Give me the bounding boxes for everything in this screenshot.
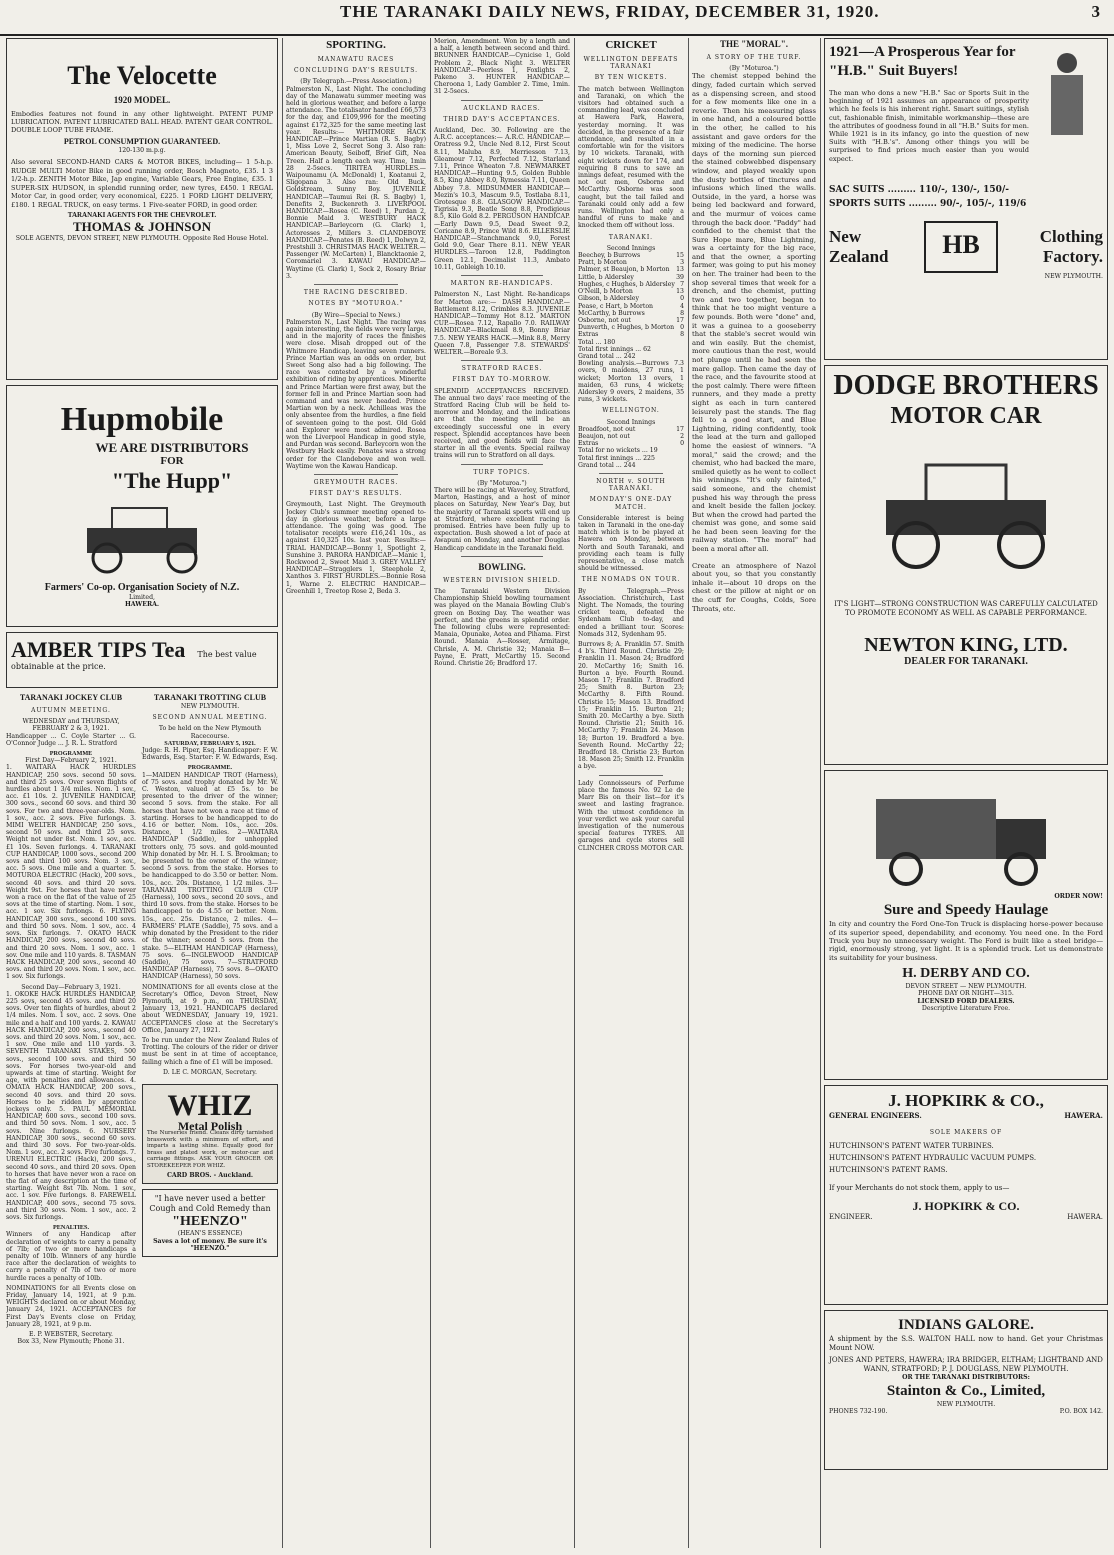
whiz-blurb: The Nurseries friend. Cleans dirty tarnished brasswork with a minimum of effort, and imparts a lasting shine. Equally good for brass and plated work, or motor-car and carriage fittings. ASK YOUR GROCER OR STOREKEEPER FOR WHIZ. bbox=[147, 1130, 273, 1169]
trotting-nominations: NOMINATIONS for all events close at the Secretary's Office, Devon Street, New Plymouth, at 9 p.m., on THURSDAY, January 13, 1921. HANDICAPS declared about WEDNESDAY, January 19, 1921. ACCEPTANCES close at the Secretary's Office, January 27, 1921. bbox=[142, 983, 278, 1034]
column-rule bbox=[574, 38, 575, 1548]
trotting-officials: Judge: R. H. Piper, Esq. Handicapper: F. W. Edwards, Esq. Starter: F. W. Edwards, Esq. bbox=[142, 747, 278, 762]
trotting-held: To be held on the New Plymouth Racecourse. bbox=[158, 725, 262, 740]
batsman-runs: 13 bbox=[676, 288, 684, 296]
hb-sports-suits: SPORTS SUITS ......... 90/-, 105/-, 119/6 bbox=[829, 198, 1027, 209]
batsman-name: Osborne, not out bbox=[578, 316, 631, 324]
cricket-sec1sub: BY TEN WICKETS. bbox=[594, 74, 668, 82]
sporting-sec2sub: NOTES BY "MOTUROA." bbox=[308, 300, 404, 308]
sporting-sec1sub: CONCLUDING DAY'S RESULTS. bbox=[293, 67, 419, 75]
sporting-sec1: MANAWATU RACES bbox=[317, 56, 395, 63]
hb-body: The man who dons a new "H.B." Sac or Sports Suit in the beginning of 1921 assumes an appearance of prosperity which he feels is his inherent right. Smart suitings, stylish cut, fashionable finish, inimitable workmanship—these are the attributes of goodness found in all "H.B." Suits for men. While 1921 is in its infancy, go into the question of new Suits with "H.B.'s". Among other things you will be surprised to find prices much easier than you would expect. bbox=[829, 89, 1029, 163]
hopkirk-l1: HUTCHINSON'S PATENT WATER TURBINES. bbox=[829, 1142, 994, 1151]
taranaki-innings: Second Innings bbox=[606, 244, 656, 252]
wellington-heading: WELLINGTON. bbox=[602, 407, 660, 415]
jockey-meeting: AUTUMN MEETING. bbox=[31, 707, 111, 714]
hopkirk-firm: J. HOPKIRK & CO., bbox=[888, 1091, 1044, 1110]
trotting-meeting: SECOND ANNUAL MEETING. bbox=[152, 714, 268, 722]
column-rule bbox=[688, 38, 689, 1548]
whiz-product: Metal Polish bbox=[177, 1118, 243, 1133]
scorecard-row bbox=[578, 266, 684, 273]
moral-byline: (By "Moturoa.") bbox=[729, 65, 779, 73]
velocette-ad bbox=[6, 38, 278, 380]
man-figure-icon bbox=[1037, 49, 1097, 139]
moral-sub: A STORY OF THE TURF. bbox=[706, 54, 802, 61]
jockey-day1: First Day—February 2, 1921. bbox=[25, 757, 117, 765]
batsman-name: Extras bbox=[578, 331, 599, 339]
trotting-secretary: D. LE C. MORGAN, Secretary. bbox=[163, 1068, 257, 1076]
sporting-byline: (By Telegraph.—Press Association.) bbox=[300, 78, 412, 86]
hb-sac-suits: SAC SUITS ......... 110/-, 130/-, 150/- bbox=[829, 184, 1009, 195]
hb-headline: 1921—A Prosperous Year for "H.B." Suit Buyers! bbox=[829, 44, 1016, 79]
batsman-name: Beechey, b Burrows bbox=[578, 252, 641, 260]
indians-title: INDIANS GALORE. bbox=[898, 1317, 1034, 1333]
scorecard-row bbox=[578, 440, 684, 447]
hb-clothing-factory: Clothing Factory. bbox=[1039, 226, 1103, 266]
whiz-maker: CARD BROS. - Auckland. bbox=[166, 1172, 254, 1180]
moral-body: The chemist stepped behind the dingy, faded curtain which served as a dispensing screen, and stood for a few moments like one in a reverie. Then his measuring glass in one hand, and a coloured bottle in the other, he called to his assistant and gave orders for the mixing of the medicine. The horse days of the morning sun pierced the stained cobwebbed dispensary window, and played weakly upon the dusty bottles of tinctures and infusions which lined the walls. Outside, in the yard, a horse was being led backward and forward, and the murmur of voices came through the back door. "Paddy" had confided to the chemist that the Sure Hope mare, Blue Lightning, was a certainty for the big race, and that the owner, a sporting farmer, was going to put his money on her. The trainer had been to the shop several times that week for a drench, and the chemist, putting two and two together, began to think that he too might venture a few pounds. Both were "done" and, it was a guinea to a gooseberry that the stable's secret would win and win easily. But the chemist, more cautious than the rest, would not plunge until he had seen the mare gallop. Then came the day of the race, and the favourite stood at the post calmly. There were fifteen runners, and they made a pretty sight as each in turn cantered leisurely past the stands. The flag fell to a good start, and Blue Lightning, riding confidently, took the lead at the turn and galloped home the easiest of winners. "A moral," said the crowd; and the chemist, who had backed the mare, smiled quietly as he went to collect his winnings. "It's only fainted," said someone, and the chemist pushed his way through the press and knelt beside the fallen jockey. But when the crowd had parted the chemist was gone, and some said he had been seen leaving for the railway station. "The moral" had been a moral after all. bbox=[692, 72, 816, 554]
heenzo-brand: "HEENZO" bbox=[172, 1214, 248, 1230]
jockey-footer: Box 33, New Plymouth; Phone 31. bbox=[17, 1338, 125, 1346]
trotting-title: TARANAKI TROTTING CLUB bbox=[153, 693, 267, 702]
amber-brand: AMBER TIPS Tea bbox=[11, 637, 186, 662]
velocette-features: Embodies features not found in any other lightweight. PATENT PUMP LUBRICATION. PATENT LUBRICATED BALL HEAD. PATENT GEAR CONTROL. DOUBLE LOOP TUBE FRAME. bbox=[11, 110, 273, 134]
velocette-address: SOLE AGENTS, DEVON STREET, NEW PLYMOUTH. Opposite Red House Hotel. bbox=[15, 235, 269, 243]
masthead bbox=[0, 0, 1114, 36]
scorecard-row bbox=[578, 252, 684, 259]
stratford-sub: FIRST DAY TO-MORROW. bbox=[452, 376, 552, 384]
bowling-scores: Burrows 8; A. Franklin 57. Smith 4 b's. Third Round. Christie 29; Franklin 11. Mason 24; Bradford 20. McCarthy 16; Smith 16. Burton a bye. Fourth Round. Mason 17; Franklin 7. Bradford 25; Smith 8. Burton 23; McCarthy 8. Fifth Round. Christie 15; Mason 13. Bradford 15; Franklin 15. Burton 21; Smith 20. McCarthy a bye. Sixth Round. Christie 21; Smith 16. McCarthy 7; Franklin 24. Mason 18; Burton 19. Bradford a bye. Seventh Round. McCarthy 22; Bradford 18. Christie 23; Burton 18. Mason 25; Smith 12. Franklin a bye. bbox=[578, 641, 684, 771]
batsman-runs: 4 bbox=[680, 302, 684, 310]
batsman-runs: 17 bbox=[676, 316, 684, 324]
indians-body: A shipment by the S.S. WALTON HALL now to hand. Get your Christmas Mount NOW. bbox=[829, 1335, 1103, 1352]
batsman-runs: 13 bbox=[676, 266, 684, 274]
hopkirk-l2: HUTCHINSON'S PATENT HYDRAULIC VACUUM PUMPS. bbox=[829, 1154, 1037, 1163]
auckland-body1: Auckland, Dec. 30. Following are the A.R.C. acceptances:— A.R.C. HANDICAP.—Oratress 9.2, Uncle Ned 8.12, First Scout 8.11, Maluba 8.9, Merriesson 7.13, Gleamour 7.12, Perfected 7.12, Starland 7.11, Prince Wheaton 7.8. NEWMARKET HANDICAP.—Hunting 9.5, Golden Bubble 8.5, King Abbey 8.0, Rymessia 7.11, Queen Abbey 7.8. MIDSUMMER HANDICAP.—Mezin's 10.3, Mascum 9.5, Tostlaba 8.11, Grotesque 8.8. GLASGOW HANDICAP.—Tigrisia 9.3, Beatle Song 8.8, Prodigious 8.5, Kilo Gold 8.2. PERGUSON HANDICAP.—Early Dawn 9.5, Dead Sweet 9.2, Coricane 8.9, Prince Wild 8.6. ELLERSLIE HANDICAP.—Stanchmanck 9.0, Forest Gold 9.0, Gear There 8.11. NEW YEAR HURDLES.—Taroon 12.8, Paddington Green 12.1, Decimalist 11.3, Ambato 10.11, Gobleigh 10.10. bbox=[434, 127, 570, 271]
cricket-sec1: WELLINGTON DEFEATS TARANAKI bbox=[583, 56, 679, 71]
dodge-dealer-sub: DEALER FOR TARANAKI. bbox=[904, 656, 1028, 667]
batsman-name: Little, b Aldersley bbox=[578, 273, 634, 281]
ford-headline: Sure and Speedy Haulage bbox=[883, 902, 1049, 919]
hopkirk-sig: J. HOPKIRK & CO. bbox=[912, 1199, 1020, 1214]
hb-new-zealand: New Zealand bbox=[829, 226, 889, 266]
heenzo-text: "I have never used a better Cough and Cold Remedy than bbox=[149, 1194, 271, 1214]
hb-place: NEW PLYMOUTH. bbox=[1044, 272, 1103, 280]
hopkirk-sigr: HAWERA. bbox=[1067, 1213, 1103, 1222]
hupmobile-line2: FOR bbox=[160, 455, 184, 467]
jockey-officials: Handicapper ... C. Coyle Starter ... G. O'Connor Judge ... J. R. L. Stratford bbox=[6, 732, 136, 747]
moral-title: THE "MORAL". bbox=[720, 39, 788, 49]
indians-agents: JONES AND PETERS, HAWERA; IRA BRIDGER, ELTHAM; LIGHTBAND AND WANN, STRATFORD; P. J. DOUGLASS, NEW PLYMOUTH. bbox=[829, 1356, 1103, 1373]
hupmobile-brand: Hupmobile bbox=[60, 401, 224, 438]
ford-truck-ad bbox=[824, 770, 1108, 1080]
page-number: 3 bbox=[1091, 2, 1100, 21]
velocette-agents: TARANAKI AGENTS FOR THE CHEVROLET. bbox=[67, 211, 217, 220]
wellington-first: Total first innings ... 225 bbox=[578, 454, 655, 462]
batsman-runs: 0 bbox=[680, 440, 684, 448]
dodge-brothers-ad bbox=[824, 365, 1108, 765]
batsman-name: Gibson, b Aldersley bbox=[578, 295, 639, 303]
jockey-secretary: E. P. WEBSTER, Secretary. bbox=[29, 1331, 113, 1339]
scorecard-row bbox=[578, 303, 684, 310]
jockey-title: TARANAKI JOCKEY CLUB bbox=[19, 693, 123, 702]
north-south-sub: MONDAY'S ONE-DAY MATCH. bbox=[589, 496, 673, 511]
taranaki-bowling: Bowling analysis.—Burrows 7.3 overs, 0 maidens, 27 runs, 1 wicket; Morton 13 overs, 1 maiden, 63 runs, 4 wickets; Aldersley 9 overs, 2 maidens, 35 runs, 3 wickets. bbox=[578, 360, 684, 404]
ford-phone: PHONE DAY OR NIGHT—315. bbox=[918, 990, 1014, 998]
north-south-body: Considerable interest is being taken in Taranaki in the one-day match which is to be played at Hawera on Monday, between North and South Taranaki, and providing each team is fully representative, a close match should be witnessed. bbox=[578, 514, 684, 573]
jockey-day2: Second Day—February 3, 1921. bbox=[21, 983, 121, 991]
hupmobile-place: HAWERA. bbox=[124, 601, 160, 609]
column-sporting bbox=[286, 38, 426, 1548]
hopkirk-sigl: ENGINEER. bbox=[829, 1213, 873, 1222]
ford-body: In city and country the Ford One-Ton Truck is displacing horse-power because of its superior speed, dependability, and economy. You need one. In the Ford Truck you buy no unnecessary weight. The Ford is built like a steel bridge—rigid, enormously strong, yet light. It is a splendid truck. Let us demonstrate its suitability for your business. bbox=[829, 920, 1103, 962]
batsman-runs: 0 bbox=[680, 324, 684, 332]
taranaki-grand: Grand total ... 242 bbox=[578, 352, 636, 360]
batsman-runs: 2 bbox=[680, 432, 684, 440]
scorecard-row bbox=[578, 274, 684, 281]
hopkirk-sole: SOLE MAKERS OF bbox=[929, 1129, 1003, 1137]
ford-dealer: H. DERBY AND CO. bbox=[902, 966, 1030, 982]
wellington-grand: Grand total ... 244 bbox=[578, 461, 636, 469]
dodge-brand: DODGE BROTHERS bbox=[833, 370, 1099, 401]
column-cricket bbox=[578, 38, 684, 1548]
indians-dist: OR THE TARANAKI DISTRIBUTORS: bbox=[902, 1374, 1030, 1381]
wellington-total: Total for no wickets ... 19 bbox=[578, 447, 658, 455]
velocette-mpg: 120-130 m.p.g. bbox=[118, 147, 166, 154]
dodge-tagline: IT'S LIGHT—STRONG CONSTRUCTION WAS CAREFULLY CALCULATED TO PROMOTE ECONOMY AS WELL AS CAPABLE PERFORMANCE. bbox=[834, 600, 1098, 617]
hupmobile-line3: "The Hupp" bbox=[111, 468, 233, 493]
hopkirk-sig-row bbox=[829, 1214, 1103, 1221]
sporting-body1: Palmerston N., Last Night. The concluding day of the Manawatu summer meeting was held in glorious weather, and before a large attendance. The totalisator handled £66,573 for the day, and £109,996 for the meeting against £172,325 for the same meeting last year. Results:— WHITMORE HACK HANDICAP.—Prince Martian (R. S. Bagby) 1, Miss Love 2, Secret Song 3. Also ran: American Beauty, Seiboff, Brief Gift, Nea Treen. Half a length each way. Time, 1min 28 2-5secs. TIRITEA HURDLES.—Waipounamu (A. McDonald) 1, Koatanui 2, Sligopana 3. Also ran: Old Buck, Goldstream, Sunny Boy. JUVENILE HANDICAP.—Taumui Rei (R. S. Bagby) 1, Denefits 2, Buckenreth 3. LIVERPOOL HANDICAP.—Rosea (C. Reed) 1, Purdan 2, Bonnie Maid 3. WESTBURY HACK HANDICAP.—Barleycorn (G. Clark) 1, Actoresses 2, Millers 3. CLANDEBOYE HANDICAP.—Penates (B. Reed) 1, Dolwyn 2, Prestshill 3. CHRISTMAS HACK WELTER.—Passenger (W. McCarten) 1, Blancktaonie 2, Coromariel 3. KAWAU HANDICAP.—Waytime (G. Clark) 1, Sock 2, Rosary Briar 3. bbox=[286, 85, 426, 280]
hopkirk-merchants: If your Merchants do not stock them, apply to us— bbox=[829, 1184, 1010, 1193]
indians-contact-row bbox=[829, 1408, 1103, 1415]
car-illustration-icon bbox=[57, 498, 227, 578]
sporting-body3: Greymouth, Last Night. The Greymouth Jockey Club's summer meeting opened to-day in glorious weather, before a large attendance. The going was good. The totalisator receipts were £16,241 10s., as against £10,325 10s. last year. Results:— TRIAL HANDICAP.—Bonny 1, Spotlight 2, Sunshine 3. PARORA HANDICAP.—Manic 1, Rockwood 2, Sweet Maid 3. GREY VALLEY HANDICAP.—Stragglers 1, Steephole 2, Xanthos 3. FIRST HURDLES.—Bonnie Rosa 1, Warne 2. ELECTRIC HANDICAP.—Greenhill 1, Treetop Rose 2, Beda 3. bbox=[286, 501, 426, 595]
velocette-stock: Also several SECOND-HAND CARS & MOTOR BIKES, including— 1 5-h.p. RUDGE MULTI Motor Bike in good running order, Bosch Magneto, £35. 1 3 1/2-h.p. ZENITH Motor Bike, Jap engine, Variable Gears, Free Engine, £35. 1 SUPER-SIX HUDSON, in splendid running order, new tyres, £450. 1 REGAL Motor Car, in good order, very economical, £225. 1 FORD LIGHT DELIVERY, £180. 1 REGAL TRUCK, on easy terms. 1 Five-seater FORD, in good order. bbox=[11, 158, 273, 209]
bowling-sub: WESTERN DIVISION SHIELD. bbox=[443, 576, 561, 584]
nomads-heading: THE NOMADS ON TOUR. bbox=[581, 576, 681, 584]
jockey-penalties: PENALTIES. bbox=[52, 1224, 90, 1232]
indians-ad bbox=[824, 1310, 1108, 1470]
dodge-product: MOTOR CAR bbox=[890, 403, 1042, 429]
clincher-ad: Lady Connoisseurs of Perfume place the famous No. 92 Le de Marr Bis on their list—for it's sweet and lasting fragrance. With the utmost confidence in your verdict we ask your careful investigation of the numerous special features TYRES. All garages and cycle stores sell CLINCHER CROSS MOTOR CAR. bbox=[578, 779, 684, 852]
truck-illustration-icon bbox=[856, 779, 1076, 889]
indians-firm: Stainton & Co., Limited, bbox=[886, 1383, 1046, 1400]
jockey-dates: WEDNESDAY and THURSDAY, FEBRUARY 2 & 3, 1921. bbox=[22, 718, 120, 733]
trotting-place: NEW PLYMOUTH. bbox=[180, 703, 240, 710]
scorecard-row bbox=[578, 295, 684, 302]
sporting-body2: Palmerston N., Last Night. The racing was again interesting, the fields were very large, and in the majority of races the finishes were close. Misah dropped out of the Whitmore Handicap, leaving seven runners. Prince Martian was an odds on order, but Sweet Song also had a big following. The race was contested by a wonderful exhibition of riding by apprentices. Minerite and Prince Martian were first away, but the former fell in and Prince Martian soon had command and was never headed. Prince Martian won by a neck. Achilleas was the only absentee from the hurdles, a fine field of seventeen going to the post. Old Gold and Explorer were most admired. Rosea won the Liverpool Handicap in good style, and Purdan was second. Barleycorn won the Westbury Hack easily. Penates was a strong order for the Clandeboye and won well. Waytime won the Kawau Handicap. bbox=[286, 318, 426, 470]
column-story bbox=[692, 38, 816, 1548]
taranaki-heading: TARANAKI. bbox=[608, 233, 654, 241]
scorecard-row bbox=[578, 259, 684, 266]
batsman-name: Pratt, b Morton bbox=[578, 259, 627, 267]
cricket-title: CRICKET bbox=[605, 39, 657, 51]
scorecard-row bbox=[578, 288, 684, 295]
indians-box: P.O. BOX 142. bbox=[1059, 1408, 1103, 1416]
sporting-sec3sub: FIRST DAY'S RESULTS. bbox=[309, 490, 403, 498]
column-racing bbox=[434, 38, 570, 1548]
batsman-runs: 8 bbox=[680, 309, 684, 317]
sporting-byline2: (By Wire—Special to News.) bbox=[311, 311, 401, 319]
hb-logo: HB bbox=[924, 221, 998, 273]
trotting-programme: PROGRAMME. bbox=[187, 764, 233, 772]
sporting-title: SPORTING. bbox=[326, 39, 386, 51]
heenzo-sub: (HEAN'S ESSENCE) bbox=[177, 1230, 243, 1238]
jockey-nominations: NOMINATIONS for all Events close on Friday, January 14, 1921, at 9 p.m. WEIGHTS declared on or about Monday, January 24, 1921. ACCEPTANCES for First Day's Events close on Friday, January 28, 1921, at 9 p.m. bbox=[6, 1284, 136, 1328]
whiz-brand: WHIZ bbox=[167, 1088, 253, 1122]
auckland-sec1: AUCKLAND RACES. bbox=[463, 104, 541, 112]
wellington-scorecard bbox=[578, 426, 684, 448]
hopkirk-l3: HUTCHINSON'S PATENT RAMS. bbox=[829, 1166, 948, 1175]
jockey-day1-body: 1. WAITARA HACK HURDLES HANDICAP, 250 sovs. second 50 sovs. and third 25 sovs. Over seven flights of hurdles about 1 3/4 miles. Nom. 1 sov., acc. £1 10s. 2. JUVENILE HANDICAP, 300 sovs., second 60 sovs. and third 30 sovs. For two and three-year-olds. Nom. 1 sov., acc. 2 sovs. Five furlongs. 3. MIMI WELTER HANDICAP, 250 sovs., second 50 sovs. and third 25 sovs. Weight not under 8st. Nom. 1 sov., acc. £1 10s. Seven furlongs. 4. TARANAKI CUP HANDICAP, 1000 sovs., second 200 sovs and third 100 sovs. Nom. 3 sov., acc. 5 sovs. One mile and a quarter. 5. MOTUROA ELECTRIC (Hack), 200 sovs., second 40 sovs. and third 20 sovs. Weight 9st. For horses that have never won a race on the flat of the value of 25 sovs at the time of starting. Nom. 1 sov., acc. 1 sov. Six furlongs. 6. FLYING HANDICAP, 300 sovs., second 100 sovs. and third 50 sovs. Nom. 1 sov., acc. 4 sovs. Six furlongs. 7. OKATO HACK HANDICAP, 200 sovs., second 40 sovs. and third 20 sovs. Nom. 1 sov., acc. 1 sov. One mile and 110 yards. 8. TASMAN HACK HANDICAP, 200 sovs., second 40 sovs. and third 20 sovs. Nom. 1 sov., acc. 1 sov. Six furlongs. bbox=[6, 764, 136, 981]
car-illustration-icon bbox=[856, 440, 1076, 590]
bowling-title: BOWLING. bbox=[478, 561, 526, 572]
velocette-petrol: PETROL CONSUMPTION GUARANTEED. bbox=[63, 137, 221, 146]
hopkirk-left: GENERAL ENGINEERS. bbox=[829, 1111, 922, 1120]
marton-sec: MARTON RE-HANDICAPS. bbox=[450, 280, 554, 288]
scorecard-row bbox=[578, 426, 684, 433]
batsman-runs: 8 bbox=[680, 331, 684, 339]
jockey-programme: PROGRAMME bbox=[49, 750, 93, 758]
auckland-top: Merion, Amendment. Won by a length and a half, a length between second and third. BRUNNER HANDICAP.—Cynicise 1, Gold Problem 2, Black Night 3. WELTER HANDICAP.—Peerless 1, Foxlights 2, Pakeno 3. HUNTER HANDICAP.—Cheroona 1, Lady Gambler 2. Time, 1min. 31 2-5secs. bbox=[434, 38, 570, 96]
hupmobile-line1: WE ARE DISTRIBUTORS bbox=[95, 440, 249, 455]
batsman-runs: 0 bbox=[680, 295, 684, 303]
scorecard-row bbox=[578, 317, 684, 324]
batsman-runs: 17 bbox=[676, 425, 684, 433]
column-rule bbox=[282, 38, 283, 1548]
sporting-sec3: GREYMOUTH RACES. bbox=[313, 478, 399, 486]
batsman-name: Palmer, st Beaujon, b Morton bbox=[578, 266, 670, 274]
marton-body: Palmerston N., Last Night. Re-handicaps for Marton are:— DASH HANDICAP.—Battlement 8.12, Crimbles 8.3. JUVENILE HANDICAP.—Tommy Hot 8.12. MARTON CUP.—Rosea 7.12, Rapallo 7.0. RAILWAY HANDICAP.—Blackmail 8.9, Bonny Briar 7.5. NEW YEARS HACK.—Mink 8.8, Merry Queen 7.8, Passenger 7.8. STEWARDS' WELTER.—Boreale 9.3. bbox=[434, 291, 570, 356]
trotting-rules: To be run under the New Zealand Rules of Trotting. The colours of the rider or driver must be sent in at time of acceptance, failing which a fine of £1 will be imposed. bbox=[142, 1036, 278, 1066]
hopkirk-row bbox=[829, 1112, 1103, 1119]
nomads-body: By Telegraph.—Press Association. Christchurch, Last Night. The Nomads, the touring cricket team, defeated the Sydenham Club to-day, and ended a brilliant tour. Scores: Nomads 312, Sydenham 95. bbox=[578, 587, 684, 638]
batsman-name: Beaujon, not out bbox=[578, 432, 630, 440]
taranaki-total: Total ... 180 bbox=[578, 338, 616, 346]
scorecard-row bbox=[578, 310, 684, 317]
velocette-model: 1920 MODEL. bbox=[113, 95, 171, 105]
velocette-firm: THOMAS & JOHNSON bbox=[73, 219, 211, 235]
north-south-heading: NORTH v. SOUTH TARANAKI. bbox=[596, 477, 666, 493]
amber-tagline: The best value obtainable at the price. bbox=[11, 650, 257, 671]
turf-body: There will be racing at Waverley, Stratford, Marton, Hastings, and a host of minor places on Saturday, New Year's Day, but the majority of Taranaki sports will end up at Stratford, where excellent racing is promised. Entries have been fully up to expectation. Bush showed a lot of pace at Awapuni on Monday, and another Douglas Handicap candidate in the Taranaki field. bbox=[434, 486, 570, 552]
heenzo-tag: Saves a lot of money. Be sure it's "HEENZO." bbox=[153, 1237, 267, 1252]
batsman-runs: 7 bbox=[680, 280, 684, 288]
scorecard-row bbox=[578, 324, 684, 331]
scorecard-row bbox=[578, 281, 684, 288]
column-ads-left bbox=[6, 38, 278, 1548]
cricket-body1: The match between Wellington and Taranaki, on which the visitors had obtained such a commanding lead, was concluded at Hawera Park, Hawera, yesterday morning. It was decided, in the presence of a fair attendance, and resulted in a comfortable win for the visitors by 10 wickets. Taranaki, with eight wickets down for 174, and requiring 8 runs to save an innings defeat, resumed with the not out men, Osborne and McCarthy. Osborne was soon caught, but the tail failed and Taranaki could only add a few runs. Wellington had only a handful of runs to make and knocked them off without loss. bbox=[578, 85, 684, 230]
indians-place: NEW PLYMOUTH. bbox=[936, 1401, 996, 1409]
batsman-runs: 39 bbox=[676, 273, 684, 281]
indians-phone: PHONES 732-190. bbox=[829, 1408, 888, 1416]
batsman-name: Dunverth, c Hughes, b Morton bbox=[578, 324, 675, 332]
taranaki-scorecard bbox=[578, 252, 684, 338]
trotting-date: SATURDAY, FEBRUARY 5, 1921. bbox=[164, 739, 256, 747]
batsman-name: Hughes, c Hughes, b Aldersley bbox=[578, 280, 675, 288]
velocette-title: The Velocette bbox=[67, 61, 217, 90]
batsman-runs: 15 bbox=[676, 252, 684, 260]
trotting-body: 1—MAIDEN HANDICAP TROT (Harness), of 75 sovs. and trophy donated by Mr. W. C. Weston, valued at £5 5s. to be presented to the driver of the winner; second 5 sovs. from the stake. For all horses that have not won a race at time of starting. Horses to be handicapped to do 4.16 or better. Nom. 10s., acc. 20s. Distance, 1 1/2 miles. 2—WAITARA HANDICAP (Saddle), for unhoppled trotters only, 75 sovs. and gold-mounted Whip donated by Mr. H. I. S. Brookman; to be presented to the owner of the winner; second 5 sovs. from the stake. Horses to be handicapped to do 3.50 or better. Nom. 10s., acc. 20s. Distance, 1 1/2 miles. 3—TARANAKI TROTTING CLUB CUP (Harness), 100 sovs., second 20 sovs., and third 10 sovs. from the stake. Horses to be handicapped to do 4.55 or better. Nom. 15s., acc. 25s. Distance, 2 miles. 4—FARMERS' PLATE (Saddle), 75 sovs. and a whip donated by the President to the rider of the winner; second 5 sovs. from the stake. 5—ELTHAM HANDICAP (Harness), 75 sovs. 6—INGLEWOOD HANDICAP (Saddle), 75 sovs. 7—STRATFORD HANDICAP (Harness), 75 sovs. 8—OKATO HANDICAP (Harness), 50 sovs. bbox=[142, 771, 278, 981]
hopkirk-ad bbox=[824, 1085, 1108, 1305]
amber-tips-ad bbox=[6, 632, 278, 688]
batsman-name: O'Neill, b Morton bbox=[578, 288, 633, 296]
batsman-name: McCarthy, b Burrows bbox=[578, 309, 645, 317]
turf-sub: (By "Moturoa.") bbox=[477, 479, 527, 487]
batsman-name: Broadfoot, not out bbox=[578, 425, 636, 433]
ford-lit: Descriptive Literature Free. bbox=[921, 1004, 1011, 1012]
sporting-sec2: THE RACING DESCRIBED. bbox=[303, 289, 409, 297]
column-rule bbox=[430, 38, 431, 1548]
auckland-sec1sub: THIRD DAY'S ACCEPTANCES. bbox=[443, 115, 561, 123]
heenzo-ad bbox=[142, 1189, 278, 1257]
newspaper-title: THE TARANAKI DAILY NEWS, FRIDAY, DECEMBER 31, 1920. bbox=[340, 2, 880, 21]
jockey-club-ad bbox=[6, 693, 136, 1345]
batsman-name: Pease, c Hart, b Morton bbox=[578, 302, 654, 310]
batsman-runs: 3 bbox=[680, 259, 684, 267]
ford-address: DEVON STREET — NEW PLYMOUTH. bbox=[905, 983, 1027, 991]
jockey-day2-body: 1. OKOKE HACK HURDLES HANDICAP, 225 sovs, second 45 sovs. and third 20 sovs. Over ten flights of hurdles, about 2 1/4 miles. Nom. 1 sov., acc. 2 sovs. One mile and a half and 100 yards. 2. KAWAU HACK HANDICAP, 200 sovs., second 40 sovs. and third 20 sovs. Nom. 1 sov., acc. 1 sov. One mile and 110 yards. 3. SEVENTH TARANAKI STAKES, 500 sovs., second 100 sovs. and third 50 sovs. For horses two-year-old and upwards at time of starting. Weight for age, with penalties and allowances. 4. OMATA HACK HANDICAP, 200 sovs., second 40 sovs. and third 20 sovs. Horses to be ridden by apprentice jockeys only. 5. PAUL MEMORIAL HANDICAP, 600 sovs., second 100 sovs. and third 50 sovs. Nom. 1 sov., acc. 5 sovs. Nine furlongs. 6. NURSERY HANDICAP, 300 sovs., second 60 sovs. and third 30 sovs. For two-year-olds. Nom. 1 sov., acc. 2 sovs. Five furlongs. 7. URENUI ELECTRIC (Hack), 200 sovs., second 40 sovs., and third 20 sovs. Open to horses that have never won a race on the flat of any description at the time of starting. Weight 8st 7lb. Nom. 1 sov., acc. 1 sov. Five furlongs. 8. FAREWELL HANDICAP, 400 sovs., second 75 sovs. and third 30 sovs. Nom. 1 sov., acc. 2 sovs. Six furlongs. bbox=[6, 990, 136, 1222]
batsman-name: Extras bbox=[578, 440, 599, 448]
ford-order-now: ORDER NOW! bbox=[1054, 893, 1103, 900]
column-ads-right bbox=[824, 38, 1108, 1548]
stratford-body: SPLENDID ACCEPTANCES RECEIVED. The annual two days' race meeting of the Stratford Racing Club will be held to-morrow and Monday, and the indications are that the meeting will be an exceedingly successful one in every respect. Splendid acceptances have been received, and good fields will face the starter in all the events. Special railway trains will run to Stratford on all days. bbox=[434, 387, 570, 460]
hb-suits-ad bbox=[824, 38, 1108, 360]
taranaki-first: Total first innings ... 62 bbox=[578, 345, 651, 353]
stratford-sec: STRATFORD RACES. bbox=[461, 365, 543, 373]
scorecard-row bbox=[578, 331, 684, 338]
column-rule bbox=[820, 38, 821, 1548]
jockey-penalties-body: Winners of any Handicap after declaration of weights to carry a penalty of 7lb; of two or more handicaps a penalty of 10lb. Winners of any hurdle race after the declaration of weights to carry a penalty of 7lb of two or more hurdle races a penalty of 10lb. bbox=[6, 1231, 136, 1282]
hupmobile-limited: Limited, bbox=[128, 594, 155, 601]
ford-licensed: LICENSED FORD DEALERS. bbox=[917, 997, 1015, 1005]
bowling-body: The Taranaki Western Division Championship Shield bowling tournament was played on the Manaia Bowling Club's green on Boxing Day. The weather was perfect, and the greens in splendid order. The following clubs were represented: Manaia, Opunake, Aotea and Pihama. First Round. Manaia A—Rosser, Armitage, Chrisle, A. M. Christie 32; Manaia B—Payne, E. Pratt, McCarthy 15. Second Round. Christie 26; Bradford 17. bbox=[434, 588, 570, 668]
scorecard-row bbox=[578, 433, 684, 440]
wellington-innings: Second Innings bbox=[606, 418, 656, 426]
nazol-ad: Create an atmosphere of Nazol about you, so that you constantly inhale it—about 10 drops on the chest or the pillow at night or on the cuff for Coughs, Colds, Sore Throats, etc. bbox=[692, 561, 816, 613]
hupmobile-ad bbox=[6, 385, 278, 627]
hopkirk-right: HAWERA. bbox=[1064, 1111, 1103, 1120]
turf-sec: TURF TOPICS. bbox=[473, 468, 531, 476]
hupmobile-society: Farmers' Co-op. Organisation Society of N.Z. bbox=[44, 582, 240, 593]
trotting-club-ad bbox=[142, 693, 278, 1345]
dodge-dealer: NEWTON KING, LTD. bbox=[864, 634, 1068, 656]
whiz-ad bbox=[142, 1084, 278, 1184]
